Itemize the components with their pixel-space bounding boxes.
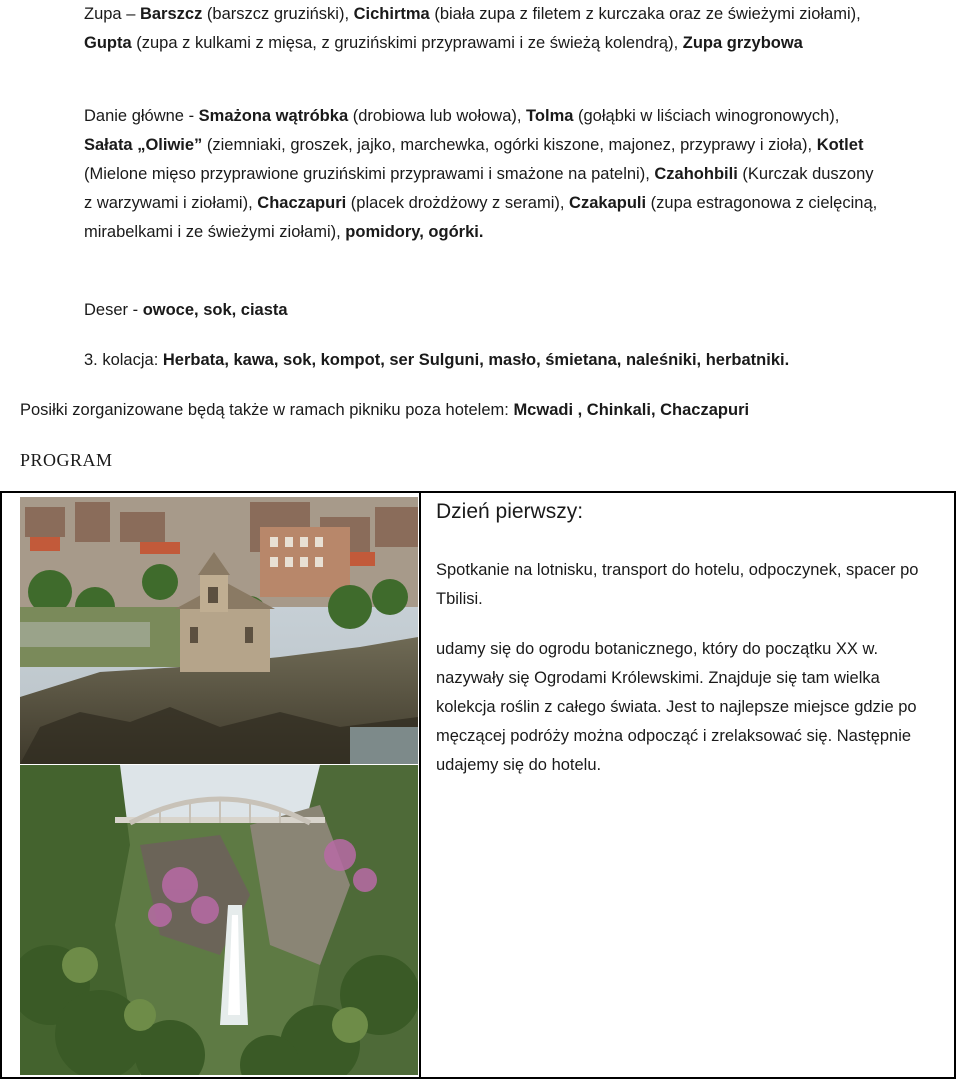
menu-item-desc: (ziemniaki, groszek, jajko, marchewka, ogórki kiszone, majonez, przyprawy i zioła), — [202, 136, 817, 154]
menu-item-name: Zupa grzybowa — [682, 34, 803, 52]
menu-item-name: Gupta — [84, 34, 132, 52]
day-title: Dzień pierwszy: — [436, 500, 584, 523]
main-course-paragraph — [84, 102, 884, 247]
menu-item-desc: (zupa estragonowa z cielęciną, mirabelkami i ze świeżymi ziołami), — [84, 194, 878, 241]
picnic-value: Mcwadi , Chinkali, Chaczapuri — [513, 401, 750, 419]
day-paragraph-arrival: Spotkanie na lotnisku, transport do hotelu, odpoczynek, spacer po Tbilisi. — [436, 561, 919, 608]
supper-value: Herbata, kawa, sok, kompot, ser Sulguni, masło, śmietana, naleśniki, herbatniki. — [162, 351, 790, 369]
menu-item-desc: (Mielone mięso przyprawione gruzińskimi przyprawami i smażone na patelni), — [84, 165, 655, 183]
tbilisi-church-photo — [20, 497, 418, 764]
waterfall-bridge-photo — [20, 765, 418, 1075]
dessert-line — [84, 296, 884, 325]
dessert-value: owoce, sok, ciasta — [142, 301, 288, 319]
menu-item-desc: (barszcz gruziński), — [202, 5, 354, 23]
program-heading: PROGRAM — [20, 450, 113, 470]
menu-item-name: pomidory, ogórki. — [345, 223, 484, 241]
picnic-line — [20, 396, 940, 425]
menu-item-desc: (Kurczak duszony z warzywami i ziołami), — [84, 165, 874, 212]
menu-item-name: Czahohbili — [654, 165, 738, 183]
menu-item-desc: (placek drożdżowy z serami), — [346, 194, 570, 212]
supper-line — [84, 346, 944, 375]
menu-item-desc: (zupa z kulkami z mięsa, z gruzińskimi przyprawami i ze świeżą kolendrą), — [131, 34, 683, 52]
menu-item-name: Cichirtma — [353, 5, 430, 23]
day-paragraph-garden: udamy się do ogrodu botanicznego, który do początku XX w. nazywały się Ogrodami Królewskimi. Znajduje się tam wielka kolekcja roślin z całego świata. Jest to najlepsze miejsce gdzie po męczącej podróży można odpocząć i zrelaksować się. Następnie udajemy się do hotelu. — [436, 640, 917, 774]
soup-lead: Zupa – — [84, 5, 140, 23]
menu-item-name: Sałata „Oliwie” — [84, 136, 203, 154]
supper-lead: 3. kolacja: — [84, 351, 163, 369]
menu-item-desc: (gołąbki w liściach winogronowych), — [573, 107, 840, 125]
menu-item-name: Smażona wątróbka — [198, 107, 349, 125]
menu-item-name: Kotlet — [816, 136, 864, 154]
menu-item-name: Barszcz — [139, 5, 203, 23]
soup-paragraph — [84, 0, 884, 58]
menu-item-desc: (biała zupa z filetem z kurczaka oraz ze świeżymi ziołami), — [429, 5, 861, 23]
table-divider — [419, 493, 421, 1077]
menu-item-name: Chaczapuri — [257, 194, 347, 212]
picnic-lead: Posiłki zorganizowane będą także w ramach pikniku poza hotelem: — [20, 401, 514, 419]
menu-item-name: Tolma — [526, 107, 574, 125]
main-lead: Danie główne - — [84, 107, 199, 125]
dessert-lead: Deser - — [84, 301, 143, 319]
menu-item-desc: (drobiowa lub wołowa), — [348, 107, 527, 125]
menu-item-name: Czakapuli — [569, 194, 647, 212]
